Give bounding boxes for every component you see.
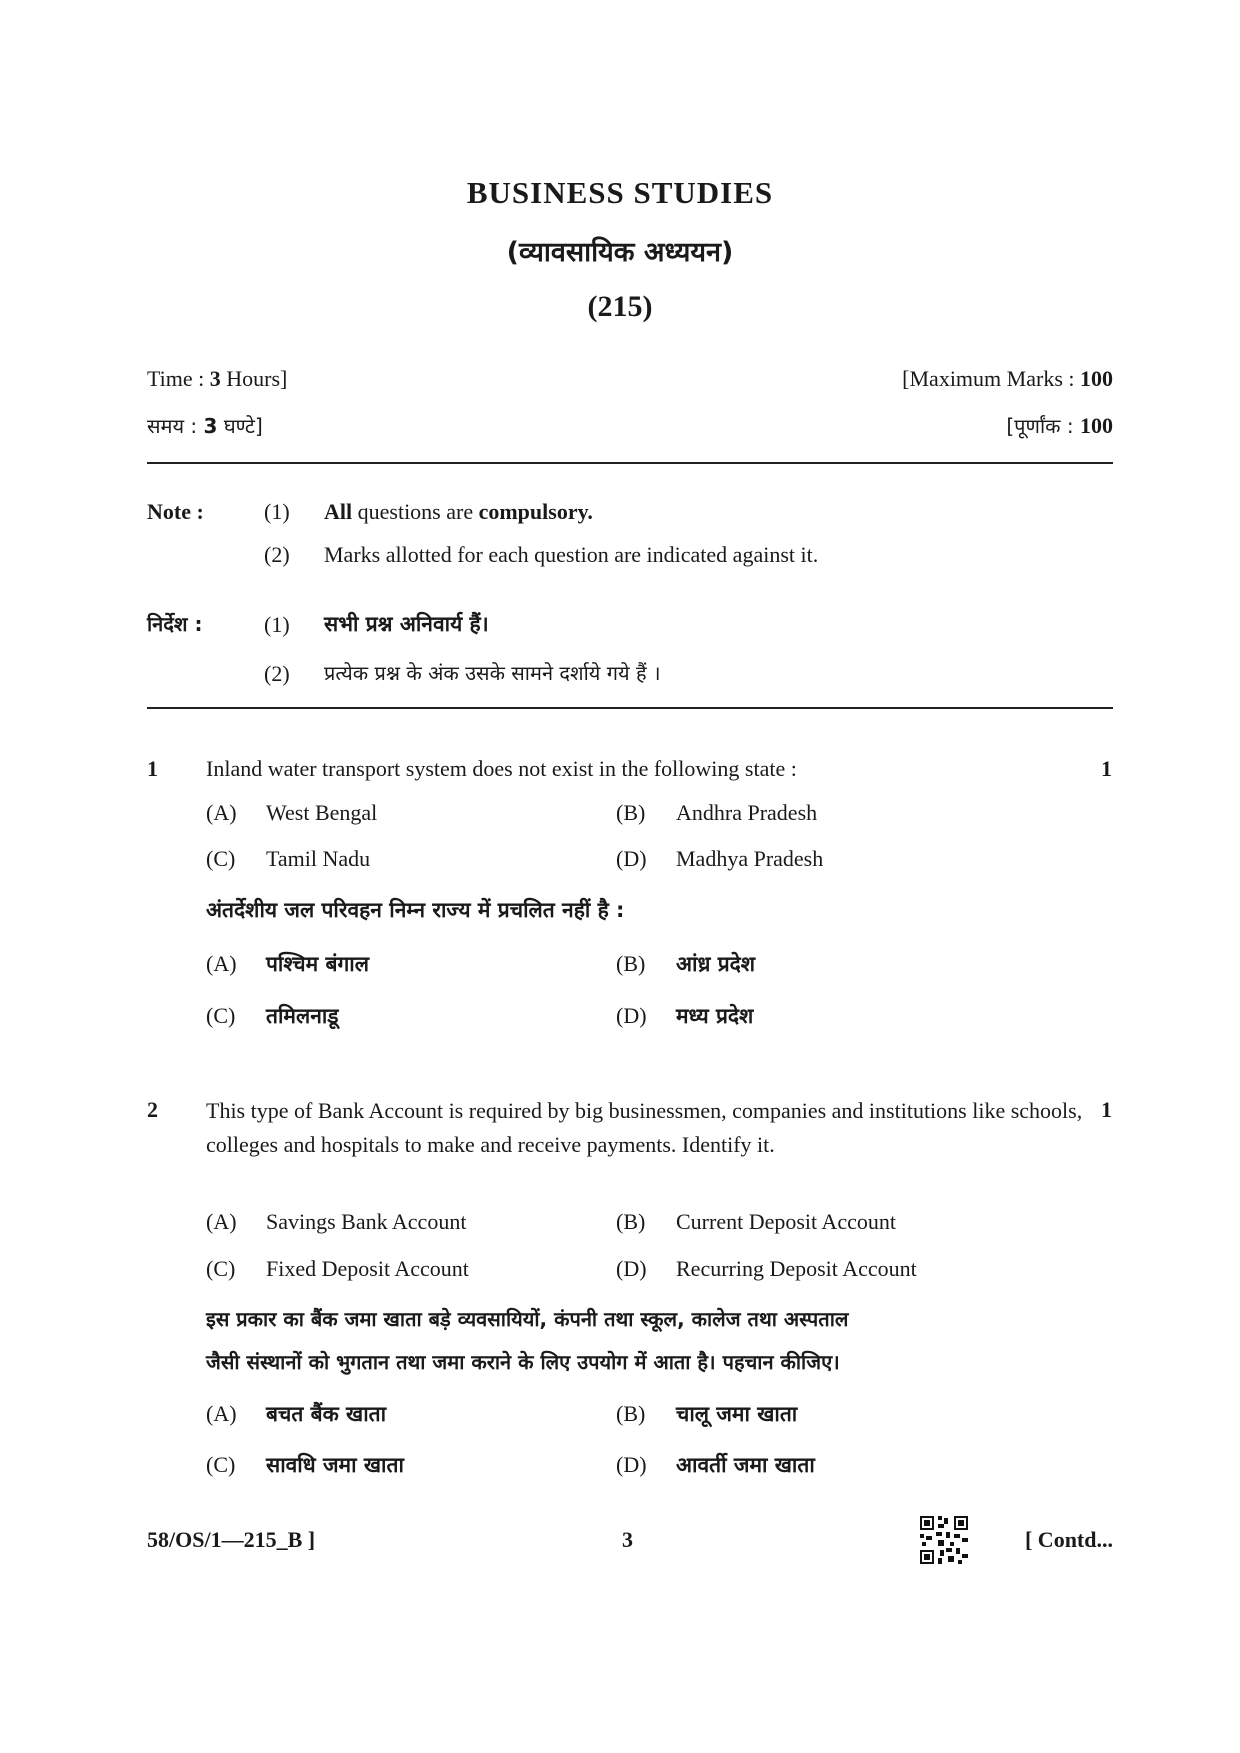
question-2-text: This type of Bank Account is required by big businessmen, companies and institutions like schools, colleges and hospitals to make and receive payments. Identify it. <box>206 1098 1083 1157</box>
time-unit: Hours] <box>226 366 288 391</box>
max-marks-value: 100 <box>1080 366 1113 391</box>
option-text: Madhya Pradesh <box>676 846 824 871</box>
option-text: मध्य प्रदेश <box>676 1004 754 1028</box>
note-hindi-1-number: (1) <box>264 612 290 637</box>
option-letter: (C) <box>206 1256 236 1281</box>
question-1-option-a <box>206 800 377 826</box>
note-item-2-number: (2) <box>264 542 290 567</box>
notes-divider <box>147 707 1113 709</box>
option-text: चालू जमा खाता <box>676 1402 798 1426</box>
option-letter: (B) <box>616 800 646 825</box>
question-2-option-a <box>206 1209 466 1235</box>
question-2-option-b <box>616 1209 896 1235</box>
question-1-text-hindi: अंतर्देशीय जल परिवहन निम्न राज्य में प्रचलित नहीं है : <box>206 898 625 922</box>
question-2-marks: 1 <box>1101 1097 1112 1122</box>
option-text: आवर्ती जमा खाता <box>676 1453 815 1477</box>
exam-title-hindi: (व्यावसायिक अध्ययन) <box>506 237 734 268</box>
page-number: 3 <box>622 1527 633 1552</box>
time-info <box>147 366 287 392</box>
option-letter: (A) <box>206 800 237 825</box>
option-text: पश्चिम बंगाल <box>266 952 369 976</box>
option-text: Current Deposit Account <box>676 1209 896 1234</box>
question-1-option-a-hindi <box>206 950 369 978</box>
note-label-hindi: निर्देश : <box>147 612 203 636</box>
question-2-option-c <box>206 1256 469 1282</box>
note-item-1 <box>324 499 593 525</box>
question-1-option-b-hindi <box>616 950 755 978</box>
question-1-option-d <box>616 846 823 872</box>
time-value-hindi: 3 <box>203 414 218 438</box>
option-text: बचत बैंक खाता <box>266 1402 387 1426</box>
time-label: Time : <box>147 366 205 391</box>
question-1-option-d-hindi <box>616 1002 753 1030</box>
option-letter: (B) <box>616 951 646 976</box>
note-hindi-2: प्रत्येक प्रश्न के अंक उसके सामने दर्शाये गये हैं । <box>324 661 661 685</box>
option-text: Andhra Pradesh <box>676 800 818 825</box>
option-letter: (B) <box>616 1209 646 1234</box>
option-text: Fixed Deposit Account <box>266 1256 469 1281</box>
option-letter: (D) <box>616 846 647 871</box>
question-2-text-hindi-line-2: जैसी संस्थानों को भुगतान तथा जमा कराने के लिए उपयोग में आता है। पहचान कीजिए। <box>206 1350 840 1374</box>
question-2-option-a-hindi <box>206 1400 386 1428</box>
question-2-number: 2 <box>147 1097 158 1122</box>
option-text: आंध्र प्रदेश <box>676 952 756 976</box>
option-letter: (A) <box>206 1401 237 1426</box>
option-letter: (D) <box>616 1256 647 1281</box>
note-label: Note : <box>147 499 204 524</box>
exam-title: BUSINESS STUDIES <box>466 175 774 210</box>
option-letter: (C) <box>206 1003 236 1028</box>
note-hindi-2-number: (2) <box>264 661 290 686</box>
option-text: Recurring Deposit Account <box>676 1256 917 1281</box>
option-letter: (A) <box>206 1209 237 1234</box>
option-text: Tamil Nadu <box>266 846 371 871</box>
note-item-1-text: questions are <box>352 499 479 524</box>
question-2-option-d-hindi <box>616 1451 815 1479</box>
option-letter: (D) <box>616 1003 647 1028</box>
option-letter: (A) <box>206 951 237 976</box>
subject-code: (215) <box>587 290 653 323</box>
time-label-hindi: समय : <box>147 414 198 438</box>
question-1-option-b <box>616 800 817 826</box>
max-marks-info-hindi <box>1006 412 1113 439</box>
option-text: Savings Bank Account <box>266 1209 467 1234</box>
option-letter: (C) <box>206 846 236 871</box>
option-text: सावधि जमा खाता <box>266 1453 404 1477</box>
max-marks-label-hindi: [पूर्णांक : <box>1006 414 1074 438</box>
option-text: West Bengal <box>266 800 378 825</box>
time-unit-hindi: घण्टे] <box>223 414 263 438</box>
max-marks-value-hindi: 100 <box>1080 413 1113 438</box>
time-info-hindi <box>147 412 263 439</box>
question-1-marks: 1 <box>1101 756 1112 781</box>
note-item-1-number: (1) <box>264 499 290 524</box>
note-item-1-bold-all: All <box>324 499 353 524</box>
question-1-number: 1 <box>147 756 158 781</box>
note-item-1-bold-compulsory: compulsory. <box>478 499 593 524</box>
question-2-text-hindi-line-1: इस प्रकार का बैंक जमा खाता बड़े व्यवसायियों, कंपनी तथा स्कूल, कालेज तथा अस्पताल <box>206 1307 849 1331</box>
note-item-2: Marks allotted for each question are indicated against it. <box>324 542 819 567</box>
note-hindi-1: सभी प्रश्न अनिवार्य हैं। <box>324 612 489 636</box>
option-letter: (B) <box>616 1401 646 1426</box>
question-2-option-d <box>616 1256 917 1282</box>
question-1-text: Inland water transport system does not exist in the following state : <box>206 756 797 781</box>
continued-label: [ Contd... <box>1024 1527 1113 1552</box>
question-1-option-c <box>206 846 370 872</box>
qr-code-icon <box>920 1516 968 1564</box>
question-2-option-b-hindi <box>616 1400 797 1428</box>
option-letter: (C) <box>206 1452 236 1477</box>
option-letter: (D) <box>616 1452 647 1477</box>
paper-code: 58/OS/1—215_B ] <box>147 1527 316 1552</box>
max-marks-info <box>902 366 1113 392</box>
time-value: 3 <box>209 366 221 391</box>
question-2-option-c-hindi <box>206 1451 404 1479</box>
option-text: तमिलनाडू <box>266 1004 339 1028</box>
question-1-option-c-hindi <box>206 1002 339 1030</box>
top-divider <box>147 462 1113 464</box>
max-marks-label: [Maximum Marks : <box>902 366 1075 391</box>
